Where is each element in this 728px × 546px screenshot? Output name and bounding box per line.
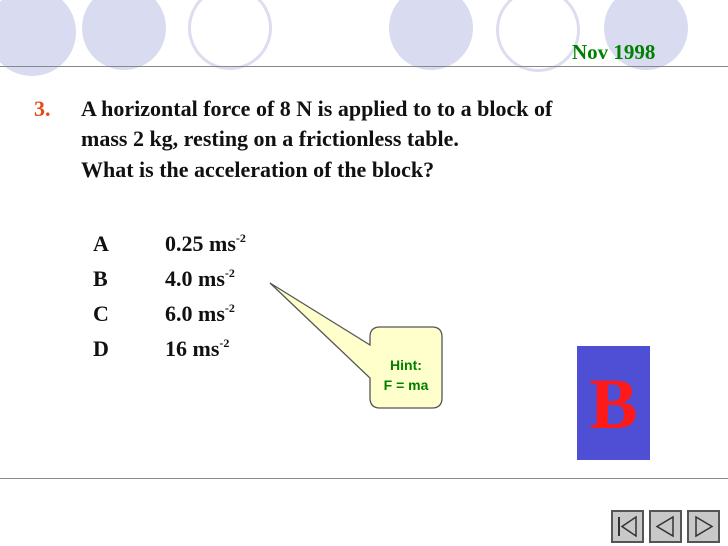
question-line-1: A horizontal force of 8 N is applied to to a block of xyxy=(81,96,553,121)
answer-letter: B xyxy=(589,364,638,444)
previous-slide-button[interactable] xyxy=(649,510,682,543)
question-number: 3. xyxy=(34,96,51,121)
answer-box xyxy=(577,346,650,460)
next-slide-button[interactable] xyxy=(687,510,720,543)
option-c-value: 6.0 $ms^{-2}$ xyxy=(165,301,235,326)
option-c-letter: C xyxy=(93,301,109,326)
hint-title: Hint: xyxy=(390,357,422,373)
option-a-value: 0.25 $ms^{-2}$ xyxy=(165,231,246,256)
question-line-3: What is the acceleration of the block? xyxy=(81,157,435,182)
exam-date: Nov 1998 xyxy=(572,40,656,64)
option-b-letter: B xyxy=(93,266,108,291)
hint-formula: F = ma xyxy=(383,377,429,393)
option-d-value: 16 $ms^{-2}$ xyxy=(165,336,230,361)
option-a-letter: A xyxy=(93,231,109,256)
next-slide-icon xyxy=(689,512,718,541)
question-line-2: mass 2 kg, resting on a frictionless table. xyxy=(81,126,459,151)
first-slide-icon xyxy=(613,512,642,541)
option-b-value: 4.0 $ms^{-2}$ xyxy=(165,266,235,291)
option-d-letter: D xyxy=(93,336,109,361)
first-slide-button[interactable] xyxy=(611,510,644,543)
bottom-divider xyxy=(0,478,728,479)
previous-slide-icon xyxy=(651,512,680,541)
